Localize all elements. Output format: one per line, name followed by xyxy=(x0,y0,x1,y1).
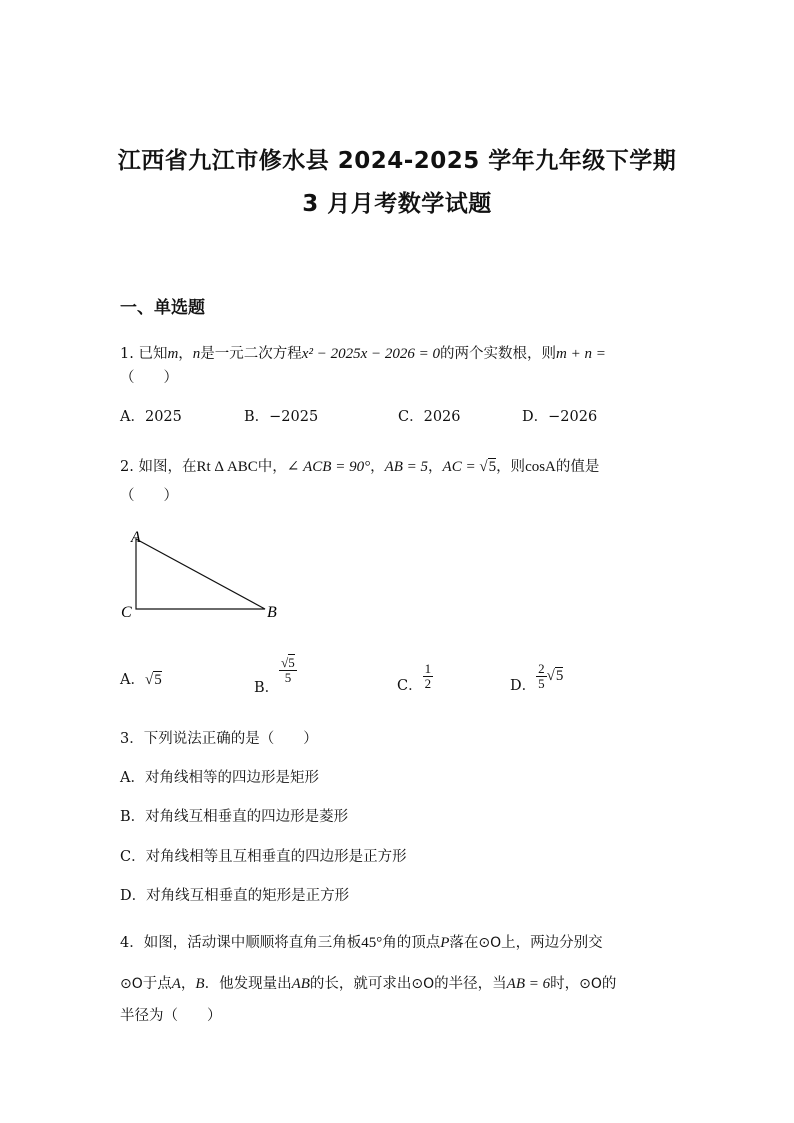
q2-option-c[interactable] xyxy=(397,662,433,695)
q2-option-b[interactable] xyxy=(254,656,297,697)
q4-text-k: 的 xyxy=(601,976,617,992)
q2-option-a[interactable] xyxy=(120,668,162,689)
q4-text-c: 落在 xyxy=(449,935,479,951)
q4-circle-o: ⊙O xyxy=(120,976,143,992)
q4-circle-o: ⊙O xyxy=(411,976,435,992)
q1-text-c: 的两个实数根，则 xyxy=(439,346,556,362)
var-n: n xyxy=(192,346,201,362)
page-title-line2: 3 月月考数学试题 xyxy=(302,191,492,217)
q1-number: 1. xyxy=(120,346,134,362)
q2-option-d-denominator: 5 xyxy=(538,675,545,691)
q4-text-b: 角的顶点 xyxy=(382,935,441,951)
q2-option-a-sqrt: √5 xyxy=(144,672,162,688)
q4-text-f: ， xyxy=(180,976,196,992)
q2-option-c-fraction xyxy=(423,662,434,690)
q2-option-d-radicand: 5 xyxy=(555,668,564,685)
q3-option-d[interactable]: D．对角线互相垂直的矩形是正方形 xyxy=(120,888,350,904)
triangle-shape xyxy=(136,539,265,609)
q2-angle: ∠ ACB = 90° xyxy=(286,459,371,475)
var-m: m xyxy=(167,346,179,362)
q2-text-a: 如图，在 xyxy=(138,459,197,475)
q4-text-e: 于点 xyxy=(142,976,172,992)
q2-option-d-fraction xyxy=(536,662,547,690)
q4-point-p: P xyxy=(440,935,450,951)
vertex-label-b: B xyxy=(267,604,277,621)
q2-option-d-sqrt: √5 xyxy=(546,668,564,685)
q2-stem xyxy=(120,455,599,476)
q2-option-b-denominator: 5 xyxy=(284,669,292,685)
q2-number: 2. xyxy=(120,459,134,475)
section-heading: 一、单选题 xyxy=(120,298,205,318)
q2-text-b: 中， xyxy=(257,459,287,475)
q2-sep1: ， xyxy=(370,459,385,475)
q2-ab: AB = 5 xyxy=(384,459,429,475)
q4-text-i: 的半径，当 xyxy=(434,976,507,992)
q2-option-d-numerator: 2 xyxy=(538,661,545,676)
q2-option-d[interactable] xyxy=(510,662,563,695)
q2-option-c-numerator: 1 xyxy=(424,661,432,676)
q4-text-j: 时， xyxy=(550,976,580,992)
q4-text-a: 4．如图，活动课中顺顺将直角三角板 xyxy=(120,935,362,951)
q4-circle-o: ⊙O xyxy=(478,935,502,951)
q3-option-b[interactable]: B．对角线互相垂直的四边形是菱形 xyxy=(120,809,349,825)
q4-point-a: A xyxy=(171,976,181,992)
vertex-label-c: C xyxy=(121,604,132,621)
q1-text-b: 是一元二次方程 xyxy=(200,346,302,362)
q3-stem: 3．下列说法正确的是（ ） xyxy=(120,731,318,747)
q4-circle-o: ⊙O xyxy=(579,976,602,992)
q4-text-d: 上，两边分别交 xyxy=(501,935,603,951)
q2-option-a-label: A． xyxy=(120,672,145,688)
q4-segment-ab: AB xyxy=(291,976,310,992)
q2-option-c-denominator: 2 xyxy=(424,675,432,691)
q2-triangle-figure xyxy=(115,525,315,625)
q1-expression: m + n = xyxy=(555,346,606,362)
q2-option-b-label: B． xyxy=(254,680,280,697)
q1-answer-paren: （ ） xyxy=(120,370,178,386)
q3-option-c[interactable]: C．对角线相等且互相垂直的四边形是正方形 xyxy=(120,849,407,865)
q2-option-b-fraction: $\frac{√5}{5}$ xyxy=(281,655,295,685)
q4-line3: 半径为（ ） xyxy=(120,1008,222,1024)
q1-stem xyxy=(120,342,606,363)
q2-option-c-label: C． xyxy=(397,678,423,695)
q4-angle: 45° xyxy=(361,935,383,951)
q2-text-c: ，则 xyxy=(496,459,526,475)
q4-line2 xyxy=(120,972,616,993)
q3-option-a[interactable]: A．对角线相等的四边形是矩形 xyxy=(120,770,319,786)
page-title-line1: 江西省九江市修水县 2024-2025 学年九年级下学期 xyxy=(117,148,677,174)
q2-ac-sqrt: √5 xyxy=(479,459,497,475)
q2-text-d: 的值是 xyxy=(555,459,600,475)
q4-ab-equation: AB = 6 xyxy=(506,976,551,992)
q2-triangle: Rt Δ ABC xyxy=(196,459,258,475)
q4-text-g: ．他发现量出 xyxy=(204,976,292,992)
q4-text-h: 的长，就可求出 xyxy=(309,976,412,992)
q1-option-a[interactable]: A．2025 xyxy=(120,409,182,425)
q1-equation: x² − 2025x − 2026 = 0 xyxy=(301,346,440,362)
q1-text: 已知 xyxy=(138,346,168,362)
vertex-label-a: A xyxy=(131,529,141,546)
q1-option-c[interactable]: C．2026 xyxy=(398,409,461,425)
q1-comma: ， xyxy=(178,346,193,362)
q2-answer-paren: （ ） xyxy=(120,488,178,504)
q2-option-b-numerator: 5 xyxy=(288,655,295,670)
q4-point-b: B xyxy=(195,976,205,992)
q2-option-a-radicand: 5 xyxy=(154,672,162,688)
q2-ac: AC = xyxy=(442,459,480,475)
q4-line1 xyxy=(120,931,603,952)
q2-option-d-label: D． xyxy=(510,678,537,695)
q1-option-d[interactable]: D．−2026 xyxy=(522,409,598,425)
q1-option-b[interactable]: B．−2025 xyxy=(244,409,319,425)
q2-ac-radicand: 5 xyxy=(488,459,497,475)
q2-sep2: ， xyxy=(428,459,443,475)
q2-cos: cosA xyxy=(525,459,556,475)
